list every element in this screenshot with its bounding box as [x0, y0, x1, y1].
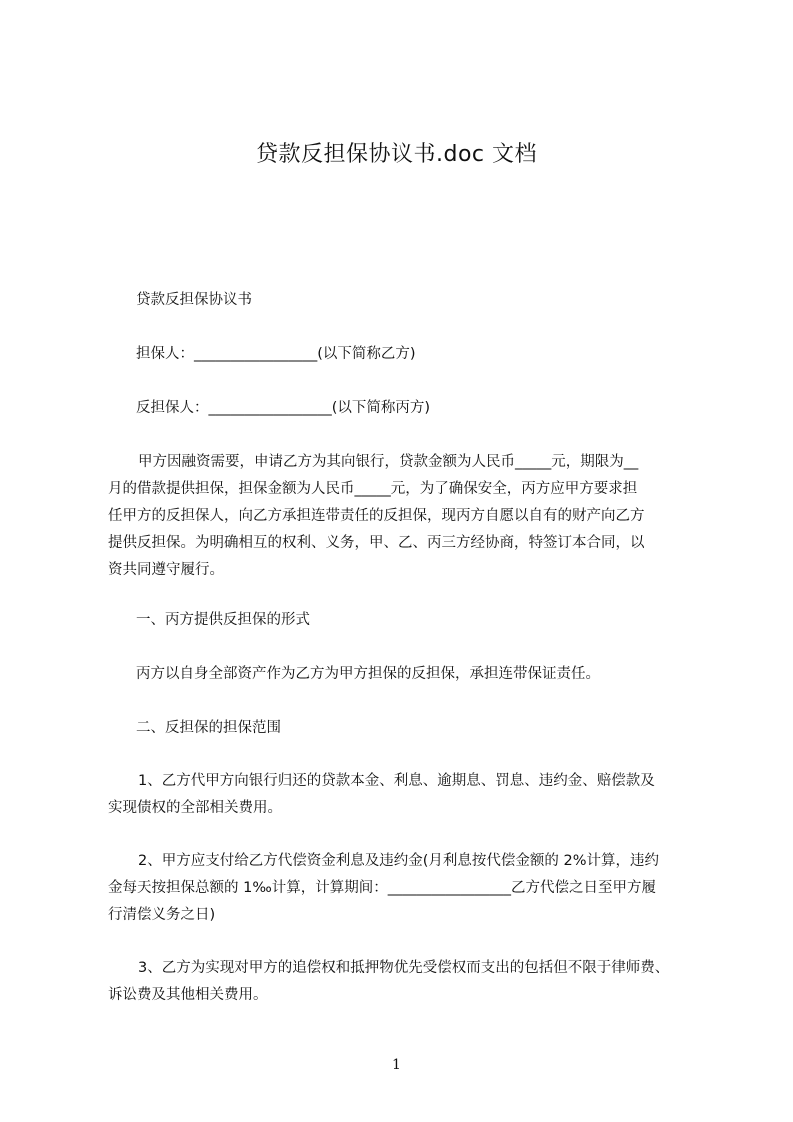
scope-item-3-line: 3、乙方为实现对甲方的追偿权和抵押物优先受偿权而支出的包括但不限于律师费、	[138, 960, 670, 976]
page-number: 1	[392, 1057, 401, 1073]
scope-item-3-line: 诉讼费及其他相关费用。	[108, 987, 268, 1003]
intro-line: 任甲方的反担保人，向乙方承担连带责任的反担保，现丙方自愿以自有的财产向乙方	[108, 508, 645, 524]
scope-item-2-line: 2、甲方应支付给乙方代偿资金利息及违约金(月利息按代偿金额的 2%计算，违约	[138, 853, 659, 869]
agreement-heading: 贷款反担保协议书	[136, 292, 252, 308]
scope-item-2	[108, 848, 659, 929]
section-1-title: 一、丙方提供反担保的形式	[136, 612, 310, 628]
intro-line: 资共同遵守履行。	[108, 562, 224, 578]
intro-paragraph	[108, 449, 645, 584]
guarantor-line: 担保人：_________________(以下简称乙方)	[136, 346, 416, 362]
intro-line: 甲方因融资需要，申请乙方为其向银行，贷款金额为人民币_____元，期限为__	[138, 454, 639, 470]
counter-guarantor-line: 反担保人：_________________(以下简称丙方)	[136, 400, 431, 416]
scope-item-1-line: 1、乙方代甲方向银行归还的贷款本金、利息、逾期息、罚息、违约金、赔偿款及	[138, 773, 655, 789]
scope-item-3	[108, 955, 669, 1009]
scope-item-1	[108, 768, 655, 822]
scope-item-1-line: 实现债权的全部相关费用。	[108, 800, 282, 816]
section-2-title: 二、反担保的担保范围	[136, 720, 281, 736]
intro-line: 月的借款提供担保，担保金额为人民币_____元，为了确保安全，丙方应甲方要求担	[108, 481, 638, 497]
scope-item-2-line: 金每天按担保总额的 1‰计算，计算期间：_________________乙方代偿之日至甲方履	[108, 880, 657, 896]
section-1-body: 丙方以自身全部资产作为乙方为甲方担保的反担保，承担连带保证责任。	[136, 666, 600, 682]
document-title: 贷款反担保协议书.doc 文档	[255, 142, 537, 167]
scope-item-2-line: 行清偿义务之日)	[108, 907, 216, 923]
intro-line: 提供反担保。为明确相互的权利、义务，甲、乙、丙三方经协商，特签订本合同，以	[108, 535, 645, 551]
